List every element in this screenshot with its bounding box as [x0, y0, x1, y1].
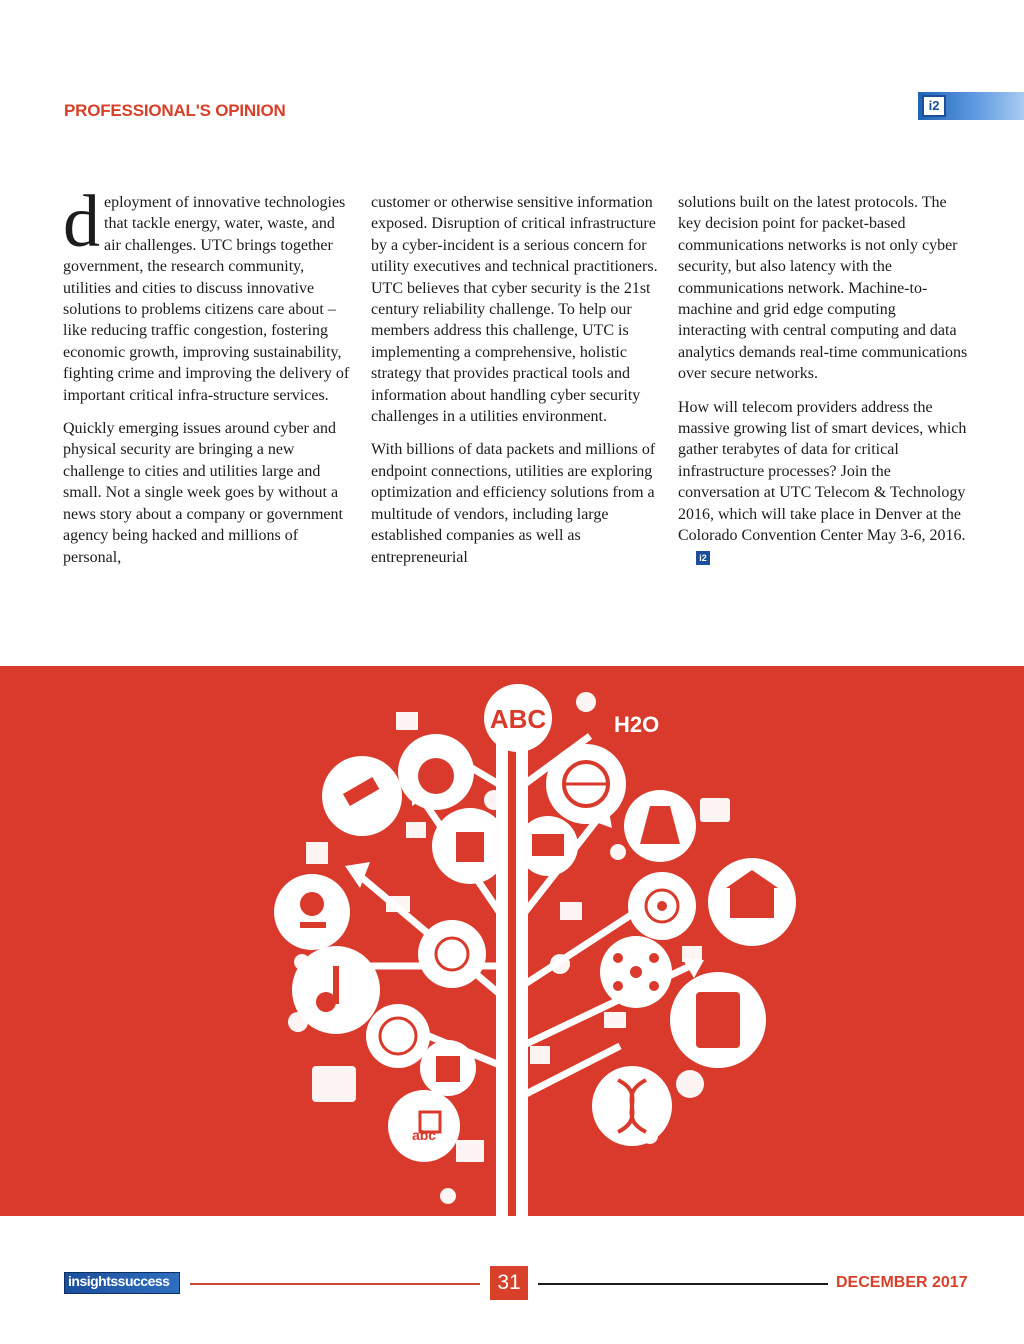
- tree-graphic: [0, 666, 1024, 1216]
- molecule-icon: [630, 966, 642, 978]
- briefcase-icon: [700, 798, 730, 822]
- drop-cap: d: [63, 181, 100, 263]
- h2o-label: H2O: [614, 712, 660, 737]
- end-mark-icon: i2: [696, 551, 710, 565]
- calculator-icon: [696, 992, 740, 1048]
- magazine-logo: i2: [922, 95, 946, 117]
- page-number: 31: [490, 1266, 528, 1300]
- section-label: PROFESSIONAL'S OPINION: [64, 101, 286, 120]
- paragraph: With billions of data packets and millions of endpoint connections, utilities are exploring optimization and efficiency solutions from a multitude of vendors, including large established companies as well as entrepreneurial: [371, 441, 656, 566]
- paragraph: [678, 397, 968, 568]
- abc-label: ABC: [489, 704, 547, 734]
- building-icon: [730, 888, 774, 918]
- envelope-icon: [456, 1140, 484, 1162]
- paragraph: customer or otherwise sensitive information exposed. Disruption of critical infrastructure by a cyber-incident is a serious concern for utility executives and technical practitioners. UTC believes that cyber security is the 21st century reliability challenge. To help our members address this challenge, UTC is implementing a comprehensive, holistic strategy that provides practical tools and information about handling cyber security challenges in a utilities environment.: [371, 194, 658, 426]
- paragraph-text: eployment of innovative technologies that tackle energy, water, waste, and air challenges. UTC brings together government, the research community, utilities and cities to discuss innovative solutions to problems citizens care about – like reducing traffic congestion, fostering economic growth, improving sustainability, fighting crime and improving the delivery of important critical infra-structure services.: [63, 194, 350, 404]
- book-icon: [532, 834, 564, 856]
- article-column-2: [371, 192, 661, 580]
- paragraph: Quickly emerging issues around cyber and physical security are bringing a new challenge to cities and utilities large and small. Not a single week goes by without a news story about a company or government agency being hacked and millions of personal,: [63, 420, 343, 566]
- abc-small-label: abc: [411, 1127, 437, 1143]
- issue-date: DECEMBER 2017: [836, 1274, 968, 1291]
- pencil-icon: [456, 832, 484, 862]
- footer-rule-right: [538, 1283, 828, 1285]
- paragraph-text: How will telecom providers address the massive growing list of smart devices, which gather terabytes of data for critical infrastructure processes? Join the conversation at UTC Telecom & Technology 2016, which will take place in Denver at the Colorado Convention Center May 3-6, 2016.: [678, 398, 967, 545]
- article-column-1: [63, 181, 353, 580]
- education-tree-illustration: [0, 666, 1024, 1216]
- footer-rule-left: [190, 1283, 480, 1285]
- paragraph: solutions built on the latest protocols. The key decision point for packet-based communications networks is not only cyber security, but also latency with the communications network. Machine-to-machine and grid edge computing interacting with central computing and data analytics demands real-time communications over secure networks.: [678, 194, 968, 383]
- paragraph: [63, 181, 353, 406]
- apple-icon: [418, 758, 454, 794]
- microscope-icon: [300, 892, 324, 916]
- brand-name: insightssuccess: [68, 1273, 170, 1289]
- document-icon: [436, 1056, 460, 1082]
- article-column-3: [678, 192, 968, 580]
- bus-icon: [312, 1066, 356, 1102]
